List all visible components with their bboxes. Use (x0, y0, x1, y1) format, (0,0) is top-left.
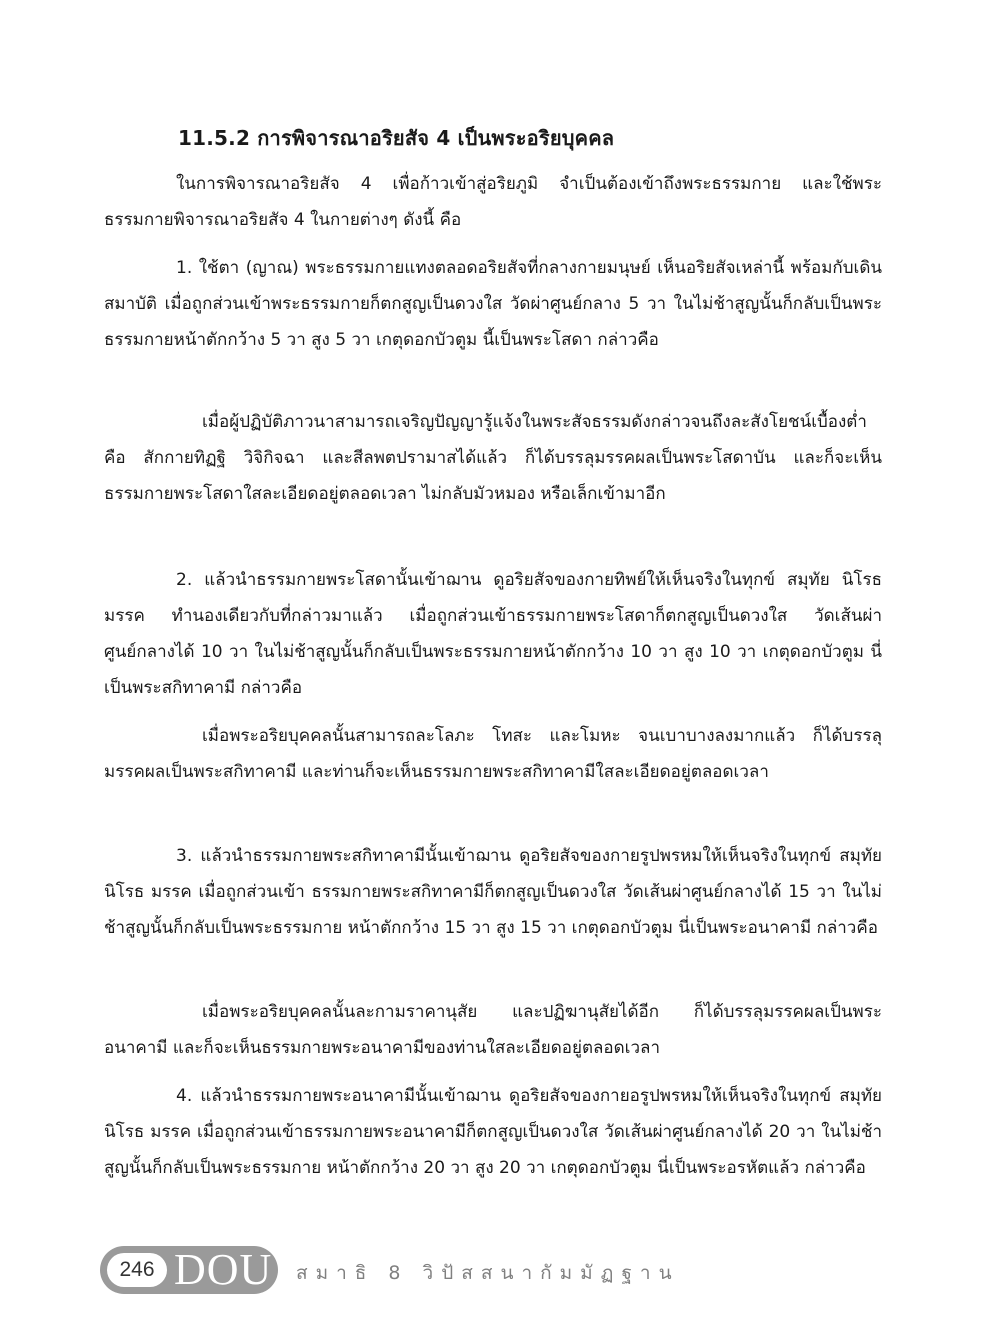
course-title: สมาธิ 8 วิปัสสนากัมมัฏฐาน (296, 1262, 680, 1284)
paragraph-text: เมื่อพระอริยบุคคลนั้นละกามราคานุสัย และปฏิฆานุสัยได้อีก ก็ได้บรรลุมรรคผลเป็นพระอนาคามี และก็จะเห็นธรรมกายพระอนาคามีของท่านใสละเอียดอยู่ตลอดเวลา (104, 1002, 882, 1058)
paragraph-sakadagami (104, 718, 882, 790)
paragraph-anagami (104, 994, 882, 1066)
page-number: 246 (107, 1253, 167, 1287)
section-heading: 11.5.2 การพิจารณาอริยสัจ 4 เป็นพระอริยบุคคล (178, 126, 615, 150)
paragraph-step-1 (104, 250, 882, 358)
paragraph-text: 2. แล้วนำธรรมกายพระโสดานั้นเข้าฌาน ดูอริยสัจของกายทิพย์ให้เห็นจริงในทุกข์ สมุทัย นิโรธ มรรค ทำนองเดียวกับที่กล่าวมาแล้ว เมื่อถูกส่วนเข้าธรรมกายพระโสดาก็ตกสูญเป็นดวงใส วัดเส้นผ่าศูนย์กลางได้ 10 วา ในไม่ช้าสูญนั้นก็กลับเป็นพระธรรมกายหน้าตักกว้าง 10 วา สูง 10 วา เกตุดอกบัวตูม นี่เป็นพระสกิทาคามี กล่าวคือ (104, 570, 882, 698)
paragraph-text: เมื่อพระอริยบุคคลนั้นสามารถละโลภะ โทสะ และโมหะ จนเบาบางลงมากแล้ว ก็ได้บรรลุมรรคผลเป็นพระสกิทาคามี และท่านก็จะเห็นธรรมกายพระสกิทาคามีใสละเอียดอยู่ตลอดเวลา (104, 726, 882, 782)
page-footer (100, 1246, 1000, 1296)
paragraph-text: เมื่อผู้ปฏิบัติภาวนาสามารถเจริญปัญญารู้แจ้งในพระสัจธรรมดังกล่าวจนถึงละสังโยชน์เบื้องต่ำ คือ สักกายทิฏฐิ วิจิกิจฉา และสีลพตปรามาสได้แล้ว ก็ได้บรรลุมรรคผลเป็นพระโสดาบัน และก็จะเห็นธรรมกายพระโสดาใสละเอียดอยู่ตลอดเวลา ไม่กลับมัวหมอง หรือเล็กเข้ามาอีก (104, 412, 882, 504)
paragraph-step-4 (104, 1078, 882, 1186)
paragraph-sotapanna (104, 404, 882, 512)
paragraph-intro (104, 166, 882, 238)
paragraph-text: ในการพิจารณาอริยสัจ 4 เพื่อก้าวเข้าสู่อริยภูมิ จำเป็นต้องเข้าถึงพระธรรมกาย และใช้พระธรรมกายพิจารณาอริยสัจ 4 ในกายต่างๆ ดังนี้ คือ (104, 174, 882, 230)
footer-badge (100, 1246, 278, 1294)
dou-logo: DOU (174, 1245, 273, 1294)
paragraph-step-2 (104, 562, 882, 706)
paragraph-step-3 (104, 838, 882, 946)
paragraph-text: 1. ใช้ตา (ญาณ) พระธรรมกายแทงตลอดอริยสัจที่กลางกายมนุษย์ เห็นอริยสัจเหล่านี้ พร้อมกับเดินสมาบัติ เมื่อถูกส่วนเข้าพระธรรมกายก็ตกสูญเป็นดวงใส วัดผ่าศูนย์กลาง 5 วา ในไม่ช้าสูญนั้นก็กลับเป็นพระธรรมกายหน้าตักกว้าง 5 วา สูง 5 วา เกตุดอกบัวตูม นี้เป็นพระโสดา กล่าวคือ (104, 258, 882, 350)
paragraph-text: 3. แล้วนำธรรมกายพระสกิทาคามีนั้นเข้าฌาน ดูอริยสัจของกายรูปพรหมให้เห็นจริงในทุกข์ สมุทัย นิโรธ มรรค เมื่อถูกส่วนเข้า ธรรมกายพระสกิทาคามีก็ตกสูญเป็นดวงใส วัดเส้นผ่าศูนย์กลางได้ 15 วา ในไม่ช้าสูญนั้นก็กลับเป็นพระธรรมกาย หน้าตักกว้าง 15 วา สูง 15 วา เกตุดอกบัวตูม นี่เป็นพระอนาคามี กล่าวคือ (104, 846, 882, 938)
paragraph-text: 4. แล้วนำธรรมกายพระอนาคามีนั้นเข้าฌาน ดูอริยสัจของกายอรูปพรหมให้เห็นจริงในทุกข์ สมุทัย นิโรธ มรรค เมื่อถูกส่วนเข้าธรรมกายพระอนาคามีก็ตกสูญเป็นดวงใส วัดเส้นผ่าศูนย์กลางได้ 20 วา ในไม่ช้าสูญนั้นก็กลับเป็นพระธรรมกาย หน้าตักกว้าง 20 วา สูง 20 วา เกตุดอกบัวตูม นี่เป็นพระอรหัตแล้ว กล่าวคือ (104, 1086, 882, 1178)
